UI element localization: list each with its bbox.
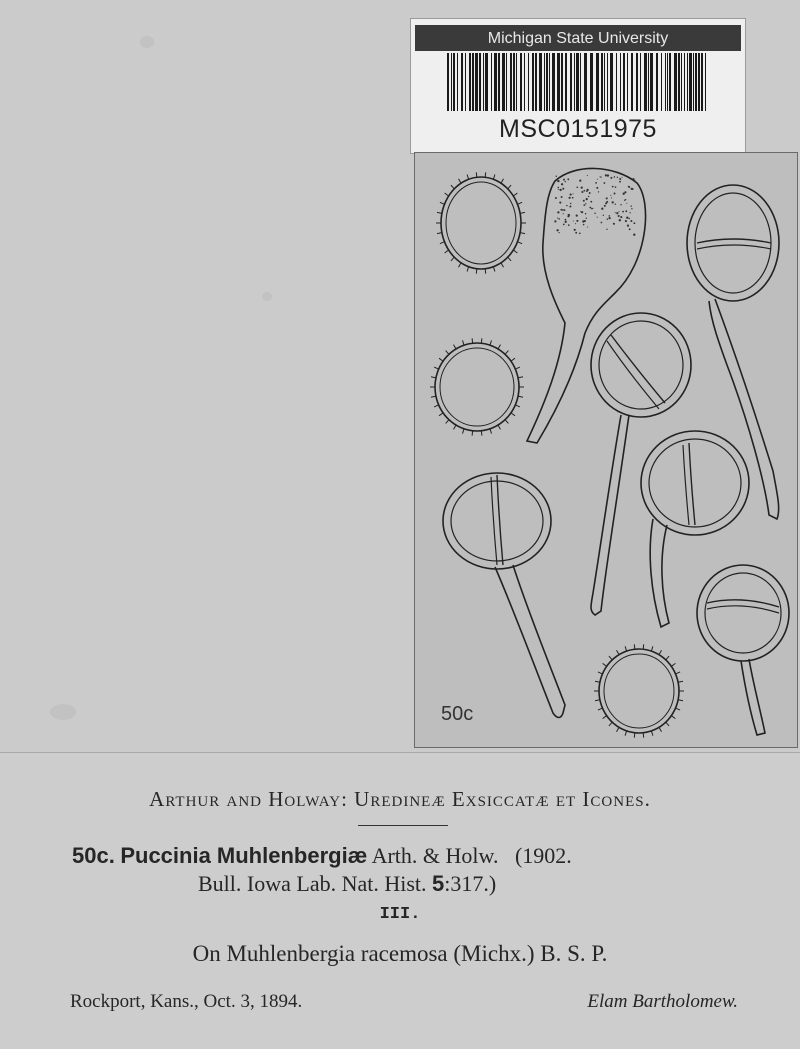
spore-spine [476,172,477,177]
spore-spine [515,405,520,407]
stipple-dot [566,205,567,206]
citation-line [198,871,496,897]
stipple-dot [618,215,620,217]
barcode-bar [580,53,581,111]
barcode-bar [516,53,517,111]
spore-spine [676,708,681,710]
barcode-bar [576,53,579,111]
barcode-bar [535,53,537,111]
stipple-dot [612,201,614,203]
spore-spine [515,367,520,369]
stipple-dot [561,196,563,198]
stipple-dot [626,217,628,219]
stipple-dot [565,181,566,182]
stipple-dot [581,211,583,213]
stipple-dot [575,232,577,234]
barcode-bar [461,53,463,111]
barcode-label [410,18,746,154]
stipple-dot [631,208,632,209]
stipple-dot [629,218,630,219]
barcode-bar [475,53,478,111]
stipple-dot [622,211,624,213]
barcode-bar [616,53,617,111]
barcode-bar [561,53,563,111]
stipple-dot [628,186,630,188]
stipple-dot [633,234,635,236]
spore-spine [440,242,445,244]
barcode-bar [539,53,542,111]
spore-spine [505,351,508,355]
stipple-dot [557,211,559,213]
stipple-dot [559,189,561,191]
barcode-bar [689,53,692,111]
collector-name: Elam Bartholomew. [587,991,738,1012]
spore-spine [609,722,612,726]
stipple-dot [581,187,583,189]
stipple-dot [558,189,559,190]
spore-spine [481,431,482,436]
barcode-bar [491,53,492,111]
barcode-bar [601,53,603,111]
stipple-dot [583,200,585,202]
stipple-dot [619,178,621,180]
spore-spine [518,377,523,378]
sheet-smudge [140,36,154,48]
stipple-dot [575,223,576,224]
spore-spine [609,656,612,660]
stipple-dot [594,213,596,215]
stipple-dot [562,188,564,190]
spore-spine [446,351,449,355]
stipple-dot [630,205,631,206]
species-authority: Arth. & Holw. [371,843,499,868]
stipple-dot [567,215,569,217]
spore-spine [472,431,473,436]
stipple-dot [557,187,559,189]
stipple-dot [587,175,588,176]
stipple-dot [557,180,559,182]
stipple-dot [614,176,616,178]
stipple-dot [555,197,557,199]
barcode-bar [524,53,525,111]
stipple-dot [613,223,615,225]
spore-spine [431,377,436,378]
stipple-dot [603,182,605,184]
barcode-bar [532,53,534,111]
spore-spine [485,172,486,177]
stipple-dot [570,194,572,196]
stipple-dot [621,177,622,178]
citation-journal: Bull. Iowa Lab. Nat. Hist. [198,871,427,896]
publication-year: (1902. [514,843,572,868]
barcode-bar [506,53,507,111]
stipple-dot [589,207,591,209]
stipple-dot [606,201,608,203]
spore-spine [501,263,504,267]
stipple-dot [623,193,625,195]
spore-spine [476,269,477,274]
stipple-dot [595,182,597,184]
barcode-bar [610,53,613,111]
specimen-number: 50c. [72,843,115,868]
title-rule [358,825,448,826]
barcode-bar [485,53,488,111]
barcode-bar [502,53,505,111]
stipple-dot [601,208,603,210]
stipple-dot [576,214,578,216]
barcode-bar [465,53,466,111]
illustration-plate [414,152,798,748]
stipple-dot [598,191,599,192]
stipple-dot [576,186,578,188]
spore-spine [508,257,511,261]
spore-spine [459,263,462,267]
stipple-dot [606,229,607,230]
stipple-dot [556,230,557,231]
stipple-dot [588,196,589,197]
stipple-dot [567,178,569,180]
stipple-dot [611,197,612,198]
collection-locality: Rockport, Kans., Oct. 3, 1894. [70,991,303,1012]
barcode-bar [494,53,497,111]
spore-spine [518,396,523,397]
spore-spine [454,345,457,349]
barcode-bar [498,53,500,111]
spore-drawing [415,153,799,749]
barcode-bar [584,53,587,111]
stipple-dot [608,215,610,217]
spore-spine [501,179,504,183]
stipple-dot [600,176,601,177]
stipple-dot [617,177,618,178]
spore-spine [634,644,635,649]
stipple-dot [580,211,581,212]
barcode-bar [447,53,449,111]
spore-spine [518,202,523,204]
stipple-dot [596,187,598,189]
barcode-bar [631,53,633,111]
stipple-dot [572,193,573,194]
stipple-dot [568,224,570,226]
barcode-bar [570,53,572,111]
barcode-bar [469,53,471,111]
spore-spine [446,420,449,424]
barcode-bar [552,53,555,111]
spore-spine [445,250,449,253]
stipple-dot [591,208,593,210]
barcode-bar [557,53,560,111]
barcode-bar [636,53,638,111]
barcode-bar [565,53,567,111]
stipple-dot [590,201,592,203]
stipple-dot [558,232,559,233]
barcode-bar [604,53,605,111]
barcode-bar [596,53,599,111]
spore-spine [598,708,603,710]
stipple-dot [573,220,574,221]
barcode-bar [627,53,628,111]
species-line [72,843,572,869]
stipple-dot [562,209,564,211]
spore-spine [643,733,644,738]
stipple-dot [583,224,584,225]
stipple-dot [576,220,578,222]
spore-spine [434,367,439,369]
spore-spine [676,672,681,674]
species-name: Puccinia Muhlenbergiæ [120,843,368,868]
stipple-dot [616,212,617,213]
spore-spine [472,338,473,343]
stipple-dot [587,226,588,227]
stipple-dot [563,213,564,214]
stipple-dot [554,220,556,222]
spore-spine [666,656,669,660]
barcode-bar [644,53,647,111]
stipple-dot [612,186,614,188]
stipple-dot [561,183,563,185]
citation-volume: 5 [432,871,445,896]
stipple-dot [556,176,557,177]
barcode-bar [667,53,668,111]
barcode-bar [520,53,522,111]
barcode-bar [574,53,575,111]
spore-spine [440,202,445,204]
spore-spine [513,250,517,253]
spore-stage: III. [379,905,421,924]
stipple-dot [586,218,587,219]
spore-spine [454,425,457,429]
stipple-dot [610,195,611,196]
spore-spine [459,179,462,183]
sheet-smudge [262,292,272,301]
spore-spine [439,413,443,416]
barcode-bar [457,53,458,111]
barcode-bar [483,53,484,111]
stipple-dot [619,219,621,221]
stipple-dot [604,205,606,207]
spore-spine [634,733,635,738]
specimen-label [0,752,800,1049]
spore-spine [481,338,482,343]
spore-spine [511,358,515,361]
stipple-dot [579,232,581,234]
spore-spine [617,650,620,654]
series-title: Arthur and Holway: Uredineæ Exsiccatæ et Icones. [149,787,651,811]
barcode-bar [674,53,677,111]
barcode-bar [681,53,682,111]
spore-spine [643,644,644,649]
barcode-bar [544,53,545,111]
stipple-dot [610,177,612,179]
barcode-bar [656,53,658,111]
stipple-dot [570,203,571,204]
stipple-dot [597,217,598,218]
barcode-bar [549,53,550,111]
barcode-bar [698,53,700,111]
stipple-dot [574,229,576,231]
barcode-bar [678,53,680,111]
barcode-bar [648,53,649,111]
catalog-number: MSC0151975 [499,115,657,143]
spore-spine [513,193,517,196]
stipple-dot [579,179,581,181]
stipple-dot [629,212,630,213]
institution-name: Michigan State University [415,25,741,51]
stipple-dot [583,204,585,206]
stipple-dot [625,210,627,212]
stipple-dot [597,179,598,180]
spore-spine [434,405,439,407]
stipple-dot [565,221,567,223]
stipple-dot [563,224,565,226]
stipple-dot [586,198,588,200]
barcode-bar [451,53,452,111]
stipple-dot [586,190,588,192]
stipple-dot [620,204,621,205]
sheet-smudge [50,704,76,720]
stipple-dot [619,181,621,183]
barcode-bar [701,53,703,111]
barcode-bar [640,53,641,111]
barcode-bar [472,53,474,111]
stipple-dot [559,218,560,219]
stipple-dot [632,178,634,180]
barcode-bar [546,53,548,111]
barcode-bar [687,53,688,111]
stipple-dot [607,174,609,176]
stipple-dot [565,219,567,221]
stipple-dot [625,220,627,222]
barcode-bar [607,53,608,111]
barcode-icon [447,53,711,115]
plate-number: 50c [441,703,474,725]
spore-spine [498,345,501,349]
barcode-bar [620,53,621,111]
barcode-bar [650,53,653,111]
stipple-dot [615,186,617,188]
spore-spine [671,716,675,719]
stipple-dot [589,192,591,194]
stipple-dot [568,197,570,199]
stipple-dot [606,197,608,199]
barcode-bar [705,53,706,111]
spore-spine [518,242,523,244]
stipple-dot [613,192,615,194]
spore-spine [445,193,449,196]
spore-spine [431,396,436,397]
spore-spine [451,257,454,261]
stipple-dot [607,218,609,220]
stipple-dot [583,190,585,192]
stipple-dot [627,225,629,227]
stipple-dot [582,220,584,222]
stipple-dot [569,205,571,207]
barcode-bar [479,53,481,111]
stipple-dot [560,209,562,211]
stipple-dot [585,203,586,204]
barcode-bar [661,53,662,111]
spore-spine [498,425,501,429]
stipple-dot [633,222,635,224]
barcode-bar [693,53,694,111]
stipple-dot [615,212,616,213]
barcode-bar [665,53,666,111]
spore-spine [505,420,508,424]
spore-spine [451,185,454,189]
stipple-dot [630,220,632,222]
host-plant: On Muhlenbergia racemosa (Michx.) B. S. P. [192,941,608,966]
spore-spine [485,269,486,274]
stipple-dot [618,211,619,212]
stipple-dot [563,179,565,181]
citation-page: :317.) [444,871,497,896]
spore-spine [508,185,511,189]
spore-spine [659,727,662,731]
stipple-dot [620,216,622,218]
stipple-dot [631,188,633,190]
stipple-dot [601,222,603,224]
barcode-bar [669,53,671,111]
stipple-dot [559,202,561,204]
barcode-bar [510,53,512,111]
barcode-bar [513,53,515,111]
stipple-dot [624,199,625,200]
spore-spine [617,727,620,731]
barcode-bar [528,53,529,111]
stipple-dot [572,197,574,199]
spore-spine [511,413,515,416]
stipple-dot [605,174,607,176]
spore-spine [598,672,603,674]
stipple-dot [557,217,558,218]
stipple-dot [603,215,604,216]
spore-spine [603,716,607,719]
stipple-dot [585,213,586,214]
barcode-bar [623,53,625,111]
stipple-dot [615,204,616,205]
stipple-dot [581,191,583,193]
spore-spine [671,663,675,666]
stipple-dot [608,217,610,219]
barcode-bar [590,53,593,111]
barcode-bar [695,53,697,111]
spore-spine [659,650,662,654]
spore-spine [439,358,443,361]
stipple-dot [564,209,566,211]
spore-spine [666,722,669,726]
spore-spine [603,663,607,666]
barcode-bar [453,53,455,111]
barcode-bar [684,53,685,111]
stipple-dot [629,228,631,230]
stipple-dot [626,203,627,204]
